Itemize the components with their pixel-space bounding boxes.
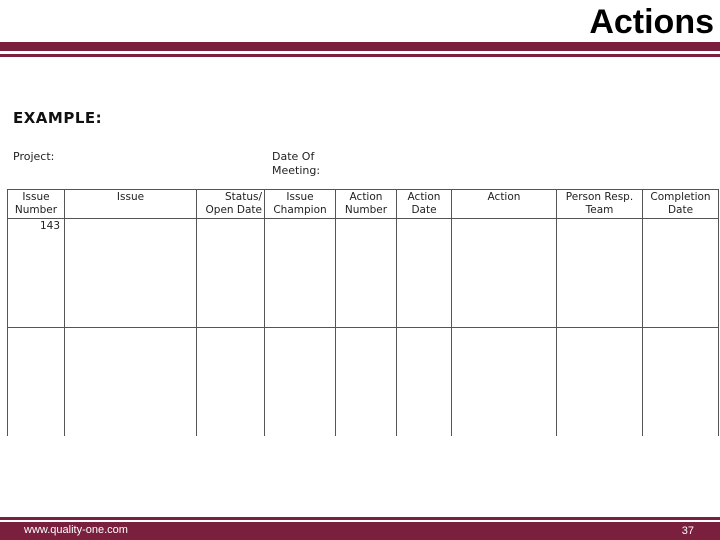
table-cell	[336, 328, 397, 437]
table-cell	[643, 219, 719, 328]
table-cell	[557, 219, 643, 328]
issue-number-value: 143	[40, 220, 61, 232]
example-label: EXAMPLE:	[13, 109, 103, 127]
footer-url: www.quality-one.com	[24, 524, 128, 536]
header-action: Action	[452, 190, 557, 219]
header-issue: Issue	[65, 190, 197, 219]
actions-table	[7, 189, 719, 436]
table-cell	[197, 219, 265, 328]
table-cell	[452, 219, 557, 328]
project-label: Project:	[13, 150, 55, 163]
table-cell	[8, 328, 65, 437]
header-action-date: Action Date	[397, 190, 452, 219]
table-cell	[336, 219, 397, 328]
meeting-date-label: Date Of Meeting:	[272, 150, 321, 177]
header-person-resp-team: Person Resp. Team	[557, 190, 643, 219]
table-cell	[8, 219, 65, 328]
slide-title: Actions	[589, 3, 714, 41]
header-completion-date: Completion Date	[643, 190, 719, 219]
header-rule-thin	[0, 54, 720, 57]
table-cell	[557, 328, 643, 437]
table-cell	[65, 328, 197, 437]
table-row	[8, 328, 719, 437]
header-action-number: Action Number	[336, 190, 397, 219]
table-cell	[265, 328, 336, 437]
table-cell	[397, 328, 452, 437]
table-cell	[65, 219, 197, 328]
table-cell	[397, 219, 452, 328]
header-status-open-date: Status/ Open Date	[197, 190, 265, 219]
header-issue-champion: Issue Champion	[265, 190, 336, 219]
footer-rule-thin	[0, 517, 720, 520]
table-header-row	[8, 190, 719, 219]
page-number: 37	[681, 525, 694, 537]
table-cell	[265, 219, 336, 328]
table-row	[8, 219, 719, 328]
header-issue-number: Issue Number	[8, 190, 65, 219]
header-rule-thick	[0, 42, 720, 51]
table-cell	[197, 328, 265, 437]
table-cell	[643, 328, 719, 437]
table-cell	[452, 328, 557, 437]
